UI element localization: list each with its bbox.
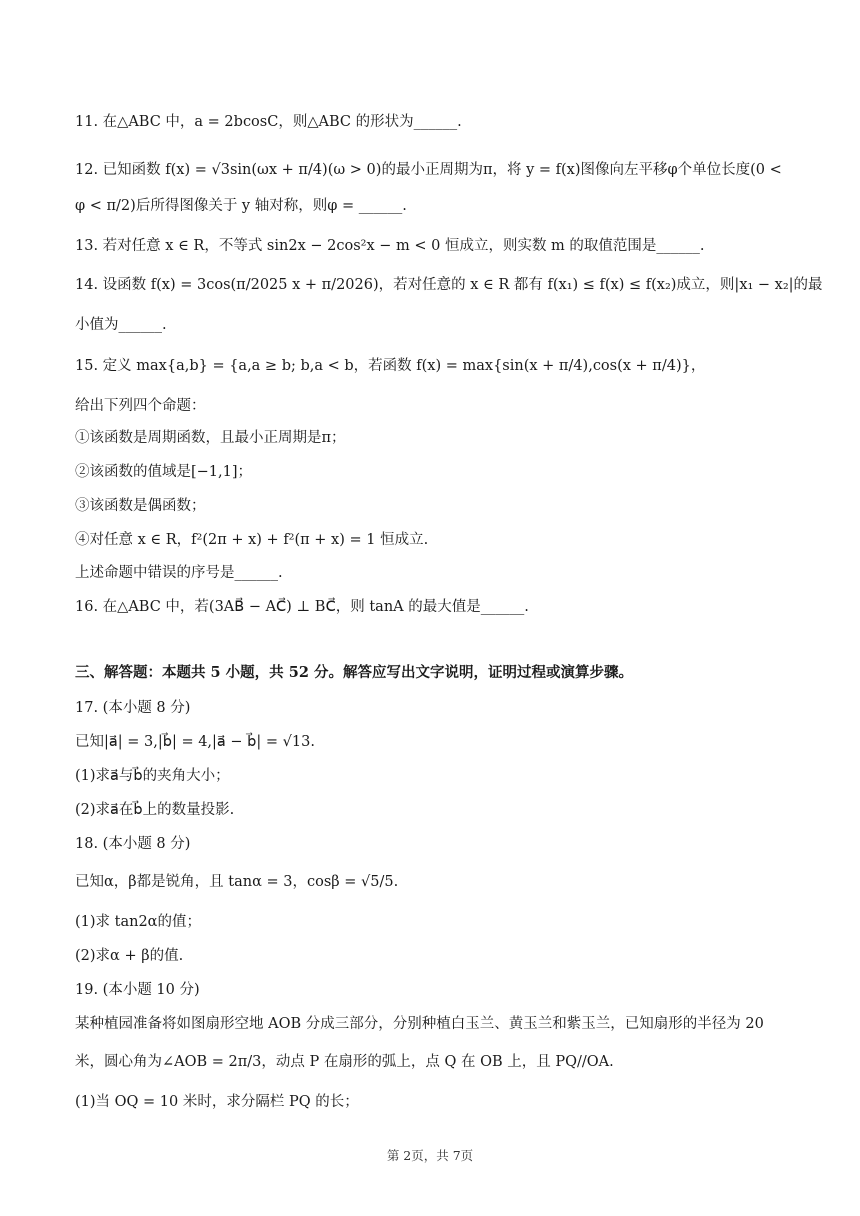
section-heading: 三、解答题：本题共 5 小题，共 52 分。解答应写出文字说明，证明过程或演算步骤。: [75, 664, 633, 681]
question-18-part-2: (2)求α + β的值.: [75, 948, 184, 964]
proposition-2: ②该函数的值域是[−1,1]；: [75, 464, 253, 480]
proposition-3: ③该函数是偶函数；: [75, 498, 206, 514]
question-12-line-1: 12. 已知函数 f(x) = √3sin(ωx + π/4)(ω > 0)的最小正周期为π，将 y = f(x)图像向左平移φ个单位长度(0 <: [75, 162, 782, 178]
question-18-title: 18. (本小题 8 分): [75, 836, 191, 852]
question-18-part-1: (1)求 tan2α的值；: [75, 914, 201, 930]
question-16: 16. 在△ABC 中，若(3AB⃗ − AC⃗) ⊥ BC⃗，则 tanA 的最大值是______.: [75, 599, 529, 615]
question-14-line-1: 14. 设函数 f(x) = 3cos(π/2025 x + π/2026)，若对任意的 x ∈ R 都有 f(x₁) ≤ f(x) ≤ f(x₂)成立，则|x₁ − x₂|的最: [75, 277, 823, 293]
question-14-line-2: 小值为______.: [75, 317, 167, 333]
page-footer: 第 2页，共 7页: [386, 1148, 474, 1163]
question-19-text-2: 米，圆心角为∠AOB = 2π/3，动点 P 在扇形的弧上，点 Q 在 OB 上，且 PQ//OA.: [75, 1054, 614, 1070]
question-15-definition: 15. 定义 max{a,b} = {a,a ≥ b; b,a < b，若函数 f(x) = max{sin(x + π/4),cos(x + π/4)}，: [75, 358, 706, 374]
question-19-text-1: 某种植园准备将如图扇形空地 AOB 分成三部分，分别种植白玉兰、黄玉兰和紫玉兰，已知扇形的半径为 20: [75, 1016, 764, 1032]
question-15-prompt: 给出下列四个命题：: [75, 398, 206, 414]
question-17-part-2: (2)求a⃗在b⃗上的数量投影.: [75, 802, 235, 818]
question-19-title: 19. (本小题 10 分): [75, 982, 200, 998]
proposition-1: ①该函数是周期函数，且最小正周期是π；: [75, 430, 346, 446]
question-12-line-2: φ < π/2)后所得图像关于 y 轴对称，则φ = ______.: [75, 198, 407, 214]
question-17-title: 17. (本小题 8 分): [75, 700, 191, 716]
question-17-part-1: (1)求a⃗与b⃗的夹角大小；: [75, 768, 230, 784]
question-13: 13. 若对任意 x ∈ R，不等式 sin2x − 2cos²x − m < 0 恒成立，则实数 m 的取值范围是______.: [75, 238, 705, 254]
question-19-part-1: (1)当 OQ = 10 米时，求分隔栏 PQ 的长；: [75, 1094, 359, 1110]
question-17-given: 已知|a⃗| = 3,|b⃗| = 4,|a⃗ − b⃗| = √13.: [75, 734, 315, 750]
question-18-given: 已知α，β都是锐角，且 tanα = 3，cosβ = √5/5.: [75, 874, 399, 890]
question-15-ask: 上述命题中错误的序号是______.: [75, 565, 283, 581]
question-11: 11. 在△ABC 中，a = 2bcosC，则△ABC 的形状为______.: [75, 114, 462, 130]
proposition-4: ④对任意 x ∈ R，f²(2π + x) + f²(π + x) = 1 恒成立.: [75, 532, 429, 548]
